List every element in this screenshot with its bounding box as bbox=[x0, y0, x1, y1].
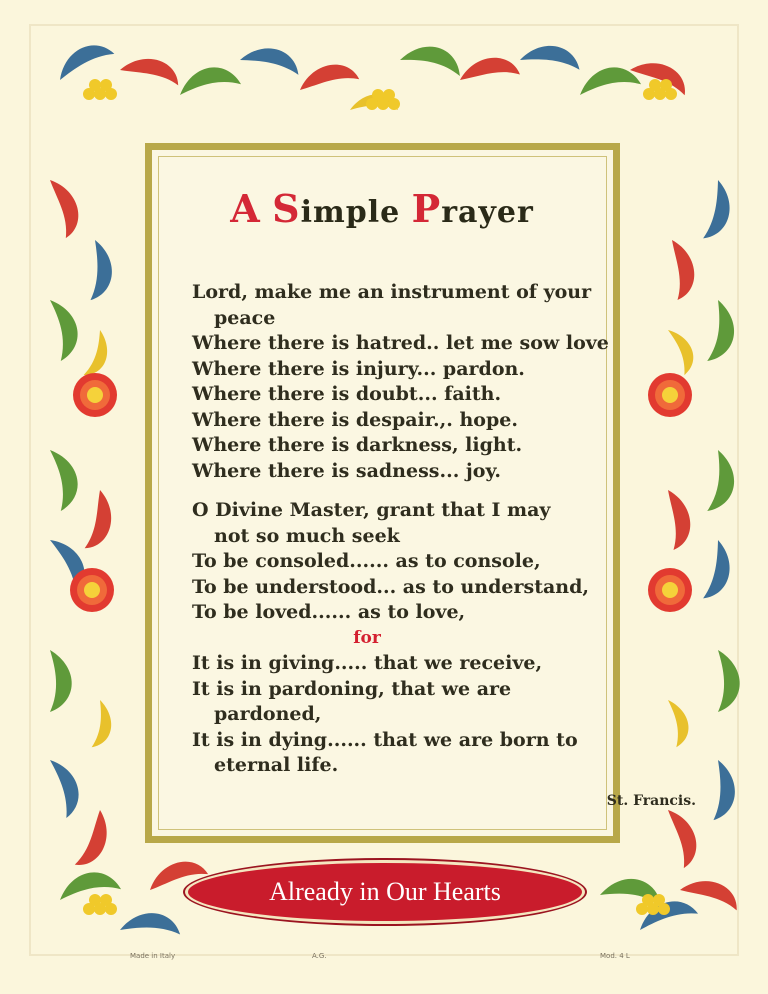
footnote-left: Made in Italy bbox=[130, 952, 176, 960]
prayer-line: eternal life. bbox=[214, 754, 339, 776]
banner-text: Already in Our Hearts bbox=[269, 877, 501, 906]
footnote-right: Mod. 4 L bbox=[600, 952, 630, 960]
prayer-line: not so much seek bbox=[214, 524, 400, 547]
prayer-for: for bbox=[353, 627, 381, 648]
prayer-line: To be consoled...... as to console, bbox=[192, 550, 541, 572]
prayer-line: Where there is sadness... joy. bbox=[192, 459, 501, 482]
title-initial-p: P bbox=[411, 186, 442, 231]
prayer-line: Where there is injury... pardon. bbox=[192, 357, 525, 380]
prayer-line: Where there is doubt... faith. bbox=[192, 383, 502, 405]
title-space bbox=[261, 195, 272, 230]
stanza-gap bbox=[192, 484, 612, 498]
prayer-line: It is in dying...... that we are born to bbox=[192, 728, 578, 751]
title-initial-a: A bbox=[230, 186, 261, 231]
title-block bbox=[192, 172, 572, 242]
prayer-line: To be understood... as to understand, bbox=[192, 575, 590, 598]
page-title bbox=[192, 186, 572, 231]
title-word-imple: imple bbox=[300, 195, 412, 230]
prayer-line: To be loved...... as to love, bbox=[192, 601, 466, 623]
prayer-line: peace bbox=[214, 306, 276, 329]
signature: St. Francis. bbox=[606, 793, 696, 809]
prayer-line: Where there is darkness, light. bbox=[192, 434, 523, 456]
prayer-line: It is in giving..... that we receive, bbox=[192, 652, 543, 674]
prayer-text bbox=[192, 280, 612, 779]
footnote-center: A.G. bbox=[312, 952, 327, 960]
prayer-line: Where there is hatred.. let me sow love bbox=[192, 332, 609, 354]
prayer-line: pardoned, bbox=[214, 703, 322, 725]
title-initial-s: S bbox=[272, 186, 301, 231]
title-word-rayer: rayer bbox=[441, 195, 534, 230]
prayer-line: Lord, make me an instrument of your bbox=[192, 281, 592, 303]
prayer-line: Where there is despair.,. hope. bbox=[192, 408, 518, 431]
banner bbox=[185, 860, 585, 924]
prayer-line: It is in pardoning, that we are bbox=[192, 677, 512, 700]
prayer-frame bbox=[145, 143, 620, 843]
prayer-line: O Divine Master, grant that I may bbox=[192, 499, 551, 521]
